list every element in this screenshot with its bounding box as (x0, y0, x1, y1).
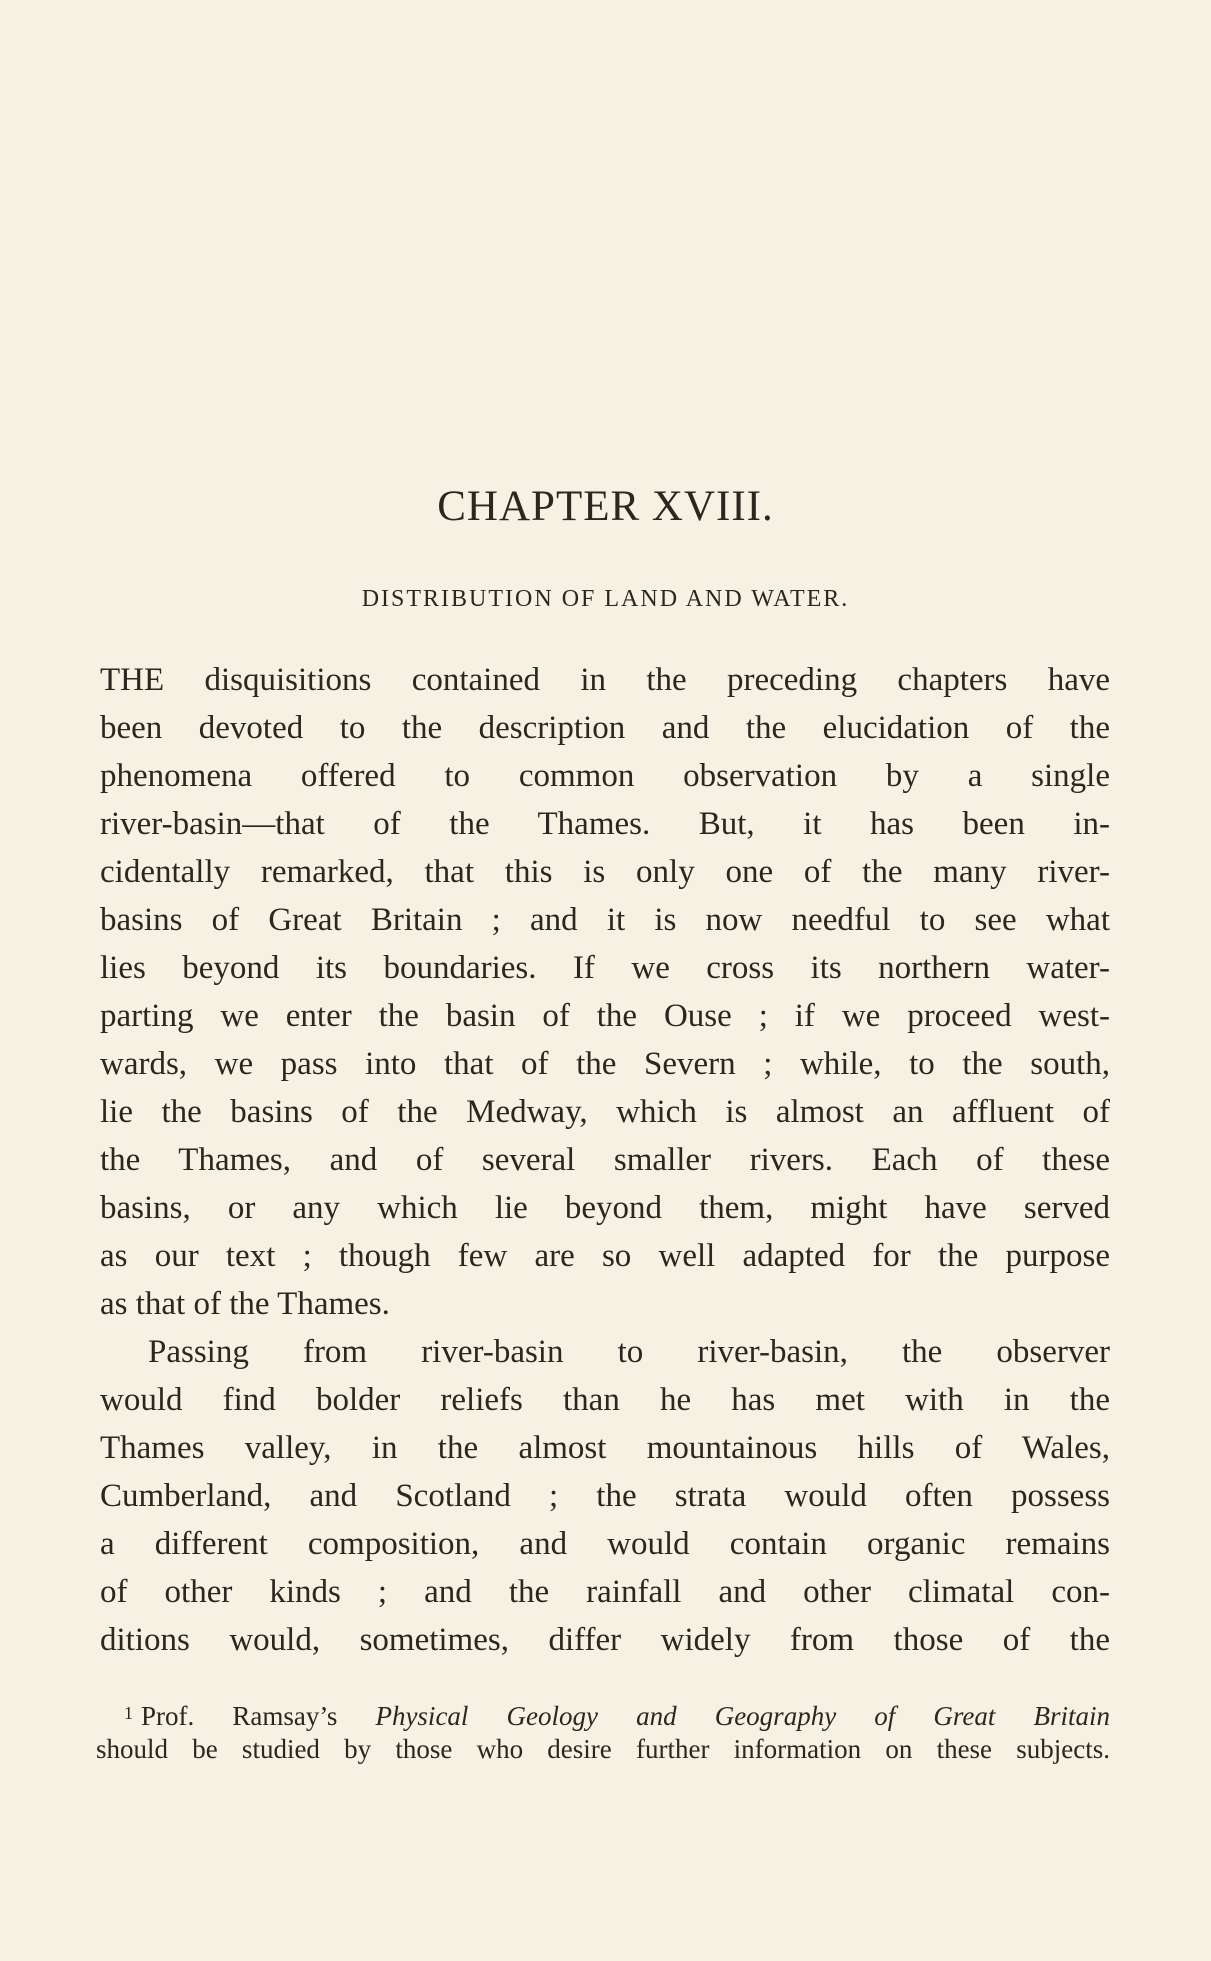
chapter-title: CHAPTER XVIII. (437, 483, 774, 530)
text-line: parting we enter the basin of the Ouse ; if we proceed west- (100, 998, 1110, 1034)
text-line: THE disquisitions contained in the preceding chapters have (100, 662, 1110, 698)
text-line: as our text ; though few are so well adapted for the purpose (100, 1238, 1110, 1274)
text-line: wards, we pass into that of the Severn ; while, to the south, (100, 1046, 1110, 1082)
text-line: the Thames, and of several smaller rivers. Each of these (100, 1142, 1110, 1178)
body-text (100, 656, 1110, 1664)
text-line: been devoted to the description and the elucidation of the (100, 710, 1110, 746)
text-line: Thames valley, in the almost mountainous hills of Wales, (100, 1430, 1110, 1466)
footnote-prefix: Prof. Ramsay’s (141, 1701, 376, 1731)
text-line: lie the basins of the Medway, which is almost an affluent of (100, 1094, 1110, 1130)
footnote-marker: 1 (124, 1703, 133, 1723)
footnote-book-title: Physical Geology and Geography of Great Britain (375, 1701, 1110, 1731)
footnote-line: should be studied by those who desire further information on these subjects. (96, 1734, 1110, 1764)
text-line: a different composition, and would contain organic remains (100, 1526, 1110, 1562)
text-line: basins of Great Britain ; and it is now needful to see what (100, 902, 1110, 938)
text-line: Cumberland, and Scotland ; the strata would often possess (100, 1478, 1110, 1514)
lead-word: THE (100, 662, 165, 698)
chapter-subtitle: DISTRIBUTION OF LAND AND WATER. (361, 586, 850, 612)
text-line: basins, or any which lie beyond them, might have served (100, 1190, 1110, 1226)
footnote-line (96, 1695, 1110, 1731)
text-line: river-basin—that of the Thames. But, it has been in- (100, 806, 1110, 842)
text-line: lies beyond its boundaries. If we cross its northern water- (100, 950, 1110, 986)
text-line: cidentally remarked, that this is only one of the many river- (100, 854, 1110, 890)
text-line: of other kinds ; and the rainfall and other climatal con- (100, 1574, 1110, 1610)
text-line: ditions would, sometimes, differ widely from those of the (100, 1622, 1110, 1658)
text-line: Passing from river-basin to river-basin, the observer (148, 1334, 1110, 1370)
footnote (96, 1695, 1110, 1767)
text-line: phenomena offered to common observation by a single (100, 758, 1110, 794)
text-line: would find bolder reliefs than he has met with in the (100, 1382, 1110, 1418)
text-line: as that of the Thames. (100, 1286, 390, 1322)
